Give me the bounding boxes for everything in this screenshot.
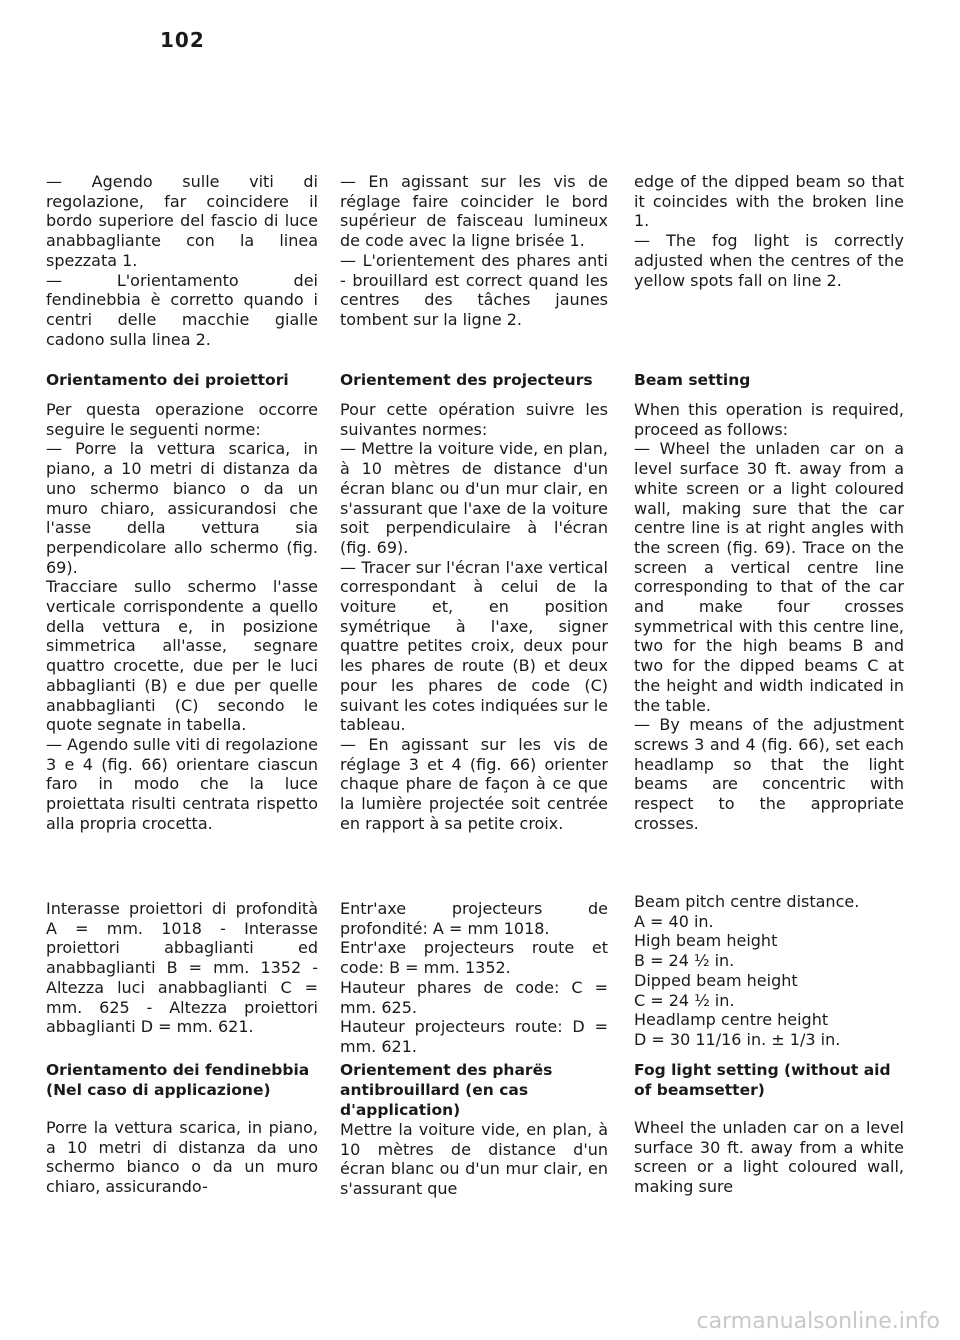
fr-measure-1: Entr'axe projecteurs de profondité: A = mm 1018. <box>340 899 608 938</box>
it-intro: — Agendo sulle viti di regolazione, far coincidere il bordo superiore del fascio di luce anabbagliante con la linea spezzata 1. — L'orientamento dei fendinebbia è corretto quando i centri delle macchie gialle cadono sulla linea 2. <box>46 172 318 349</box>
fr-measure-3: Hauteur phares de code: C = mm. 625. <box>340 977 608 1017</box>
it-measures: Interasse proiettori di profondità A = mm. 1018 - Interasse proiettori abbaglianti ed anabbaglianti B = mm. 1352 - Altezza luci anabbaglianti C = mm. 625 - Altezza proiettori abbaglianti D = mm. 621. <box>46 899 318 1037</box>
fr-measure-4: Hauteur projecteurs route: D = mm. 621. <box>340 1017 608 1056</box>
en-fog-title: Fog light setting (without aid of beamsetter) <box>634 1061 891 1099</box>
it-beam-text: Per questa operazione occorre seguire le seguenti norme: — Porre la vettura scarica, in piano, a 10 metri di distanza da uno schermo bianco o da un muro chiaro, assicurandosi che l'asse della vettura sia perpendicolare allo schermo (fig. 69). Tracciare sullo schermo l'asse verticale corrispondente a quello della vettura e, in posizione simmetrica all'asse, segnare quattro crocette, due per le luci abbaglianti (B) e due per quelle anabbaglianti (C) secondo le quote segnate in tabella. — Agendo sulle viti di regolazione 3 e 4 (fig. 66) orientare ciascun faro in modo che la luce proiettata risulti centrata rispetto alla propria crocetta. <box>46 400 318 833</box>
page-number: 102 <box>160 28 205 52</box>
en-beam-text: When this operation is required, proceed as follows: — Wheel the unladen car on a level surface 30 ft. away from a white screen or a light coloured wall, making sure that the car centre line is at right angles with the screen (fig. 69). Trace on the screen a vertical centre line corresponding to that of the car and make four crosses symmetrical with this centre line, two for the high beams B and two for the dipped beams C at the height and width indicated in the table. — By means of the adjustment screws 3 and 4 (fig. 66), set each headlamp so that the light beams are concentric with respect to the appropriate crosses. <box>634 400 904 833</box>
it-beam-title: Orientamento dei proiettori <box>46 371 289 389</box>
fr-measure-2: Entr'axe projecteurs route et code: B = mm. 1352. <box>340 938 608 978</box>
it-fog-title: Orientamento dei fendinebbia (Nel caso di applicazione) <box>46 1061 310 1099</box>
en-fog-text: Wheel the unladen car on a level surface 30 ft. away from a white screen or a light coloured wall, making sure <box>634 1118 904 1197</box>
en-intro: edge of the dipped beam so that it coincides with the broken line 1. — The fog light is correctly adjusted when the centres of the yellow spots fall on line 2. <box>634 172 904 290</box>
en-beam-title: Beam setting <box>634 371 751 389</box>
fr-fog-title: Orientement des pharës antibrouillard (en cas d'application) <box>340 1061 553 1119</box>
en-measures: Beam pitch centre distance. A = 40 in. High beam height B = 24 ½ in. Dipped beam height C = 24 ½ in. Headlamp centre height D = 30 11/16 in. ± 1/3 in. <box>634 892 860 1049</box>
fr-intro: — En agissant sur les vis de réglage faire coincider le bord supérieur de faisceau lumineux de code avec la ligne brisée 1. — L'orientement des phares anti - brouillard est correct quand les centres des tâches jaunes tombent sur la ligne 2. <box>340 172 608 329</box>
fr-beam-title: Orientement des projecteurs <box>340 371 593 389</box>
fr-beam-text: Pour cette opération suivre les suivantes normes: — Mettre la voiture vide, en plan, à 10 mètres de distance d'un écran blanc ou d'un mur clair, en s'assurant que l'axe de la voiture soit perpendiculaire à l'écran (fig. 69). — Tracer sur l'écran l'axe vertical correspondant à celui de la voiture et, en position symétrique à l'axe, signer quattre petites croix, deux pour les phares de route (B) et deux pour les phares de code (C) suivant les cotes indiquées sur le tableau. — En agissant sur les vis de réglage 3 et 4 (fig. 66) orienter chaque phare de façon à ce que la lumière projectée soit centrée en rapport à sa petite croix. <box>340 400 608 833</box>
it-fog-text: Porre la vettura scarica, in piano, a 10 metri di distanza da uno schermo bianco o da un muro chiaro, assicurando- <box>46 1118 318 1197</box>
watermark: carmanualsonline.info <box>696 1309 940 1334</box>
fr-fog-text: Mettre la voiture vide, en plan, à 10 mètres de distance d'un écran blanc ou d'un mur clair, en s'assurant que <box>340 1120 608 1199</box>
